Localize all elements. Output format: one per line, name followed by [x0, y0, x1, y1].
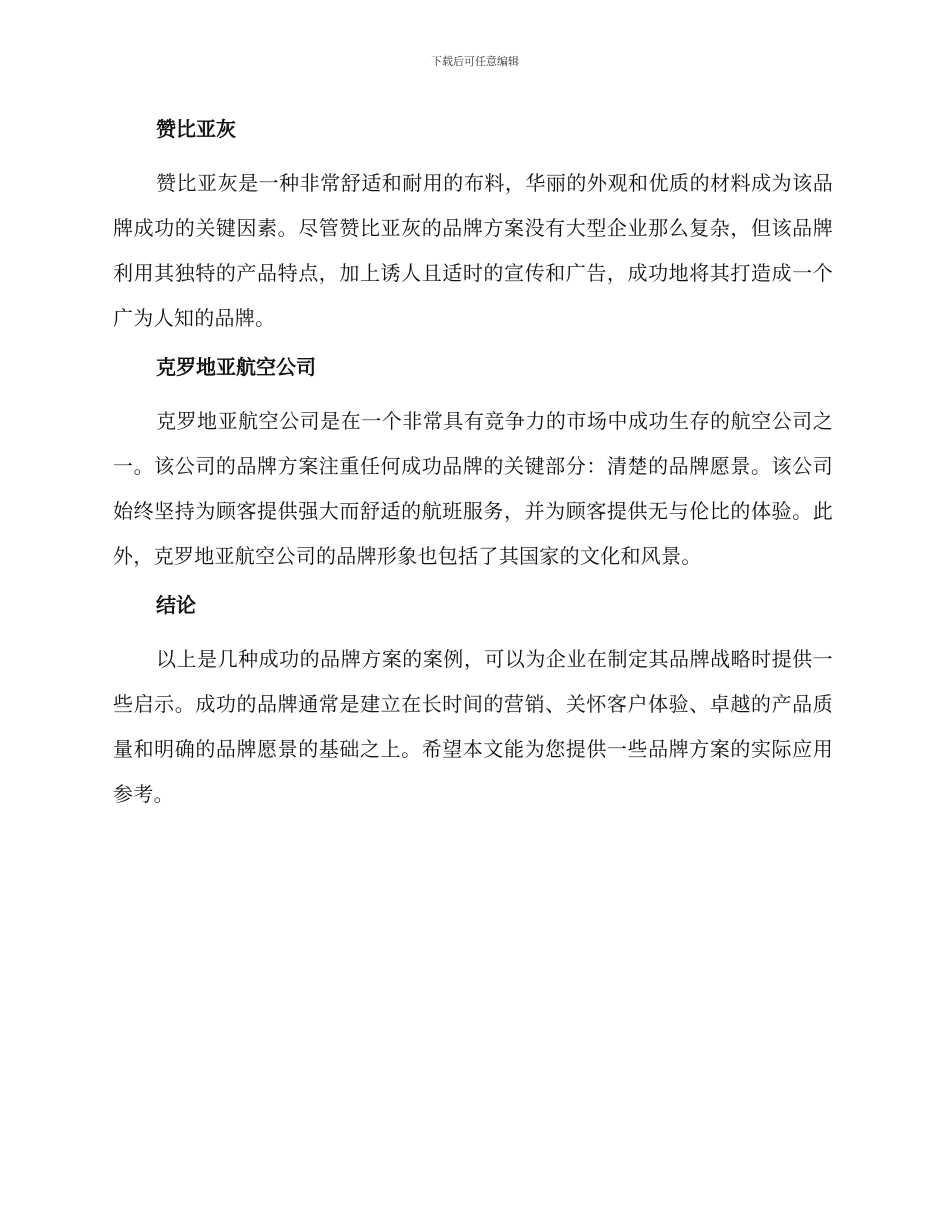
section-croatia-airlines	[113, 347, 833, 579]
section-heading: 赞比亚灰	[156, 117, 236, 141]
page-header: 下载后可任意编辑	[431, 55, 519, 68]
document-body	[113, 109, 833, 823]
section-paragraph: 克罗地亚航空公司是在一个非常具有竞争力的市场中成功生存的航空公司之一。该公司的品牌方案注重任何成功品牌的关键部分：清楚的品牌愿景。该公司始终坚持为顾客提供强大而舒适的航班服务，并为顾客提供无与伦比的体验。此外，克罗地亚航空公司的品牌形象也包括了其国家的文化和风景。	[113, 409, 833, 568]
section-heading: 克罗地亚航空公司	[156, 355, 316, 379]
section-conclusion	[113, 585, 833, 817]
section-zambia-grey	[113, 109, 833, 341]
section-heading: 结论	[156, 593, 196, 617]
section-paragraph: 赞比亚灰是一种非常舒适和耐用的布料，华丽的外观和优质的材料成为该品牌成功的关键因素。尽管赞比亚灰的品牌方案没有大型企业那么复杂，但该品牌利用其独特的产品特点，加上诱人且适时的宣传和广告，成功地将其打造成一个广为人知的品牌。	[113, 171, 833, 330]
section-paragraph: 以上是几种成功的品牌方案的案例，可以为企业在制定其品牌战略时提供一些启示。成功的品牌通常是建立在长时间的营销、关怀客户体验、卓越的产品质量和明确的品牌愿景的基础之上。希望本文能为您提供一些品牌方案的实际应用参考。	[113, 647, 833, 806]
